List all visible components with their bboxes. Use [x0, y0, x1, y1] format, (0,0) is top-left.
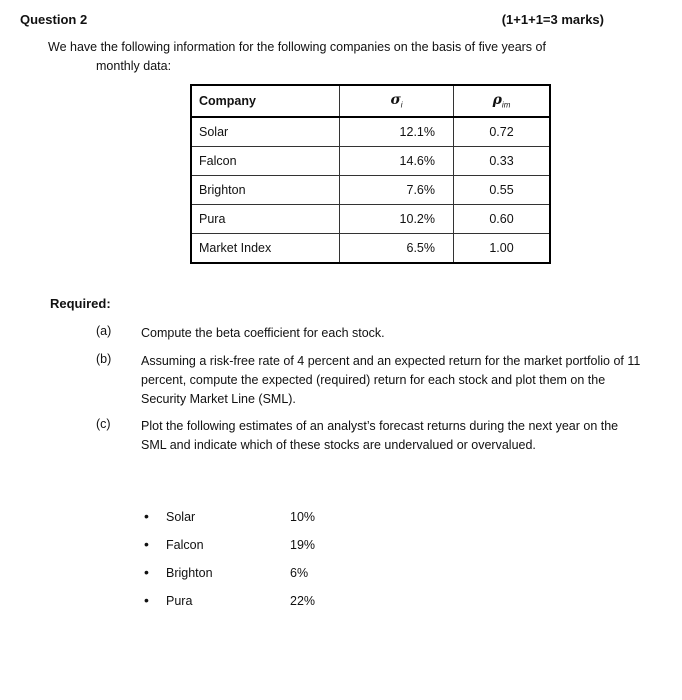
cell-company: Solar	[191, 117, 340, 147]
forecast-name: Solar	[166, 510, 196, 524]
table-row	[191, 205, 550, 234]
part-c-label: (c)	[96, 417, 111, 431]
cell-rho: 0.55	[454, 176, 551, 205]
forecast-value: 10%	[290, 510, 316, 524]
forecast-name: Falcon	[166, 538, 204, 552]
rho-symbol: ρ	[492, 92, 502, 109]
sigma-subscript: i	[400, 100, 403, 110]
table-row	[191, 117, 550, 147]
table-row	[191, 176, 550, 205]
forecast-value: 6%	[290, 566, 309, 580]
forecast-value: 19%	[290, 538, 316, 552]
part-b-text: Assuming a risk-free rate of 4 percent and an expected return for the market portfolio of 11 percent, compute the expected (required) return for each stock and plot them on the Security Market Line (SML).	[141, 354, 641, 406]
bullet-icon: •	[144, 536, 149, 552]
cell-sigma: 6.5%	[340, 234, 454, 264]
table-row	[191, 147, 550, 176]
company-data-table	[190, 84, 551, 264]
part-a-text: Compute the beta coefficient for each stock.	[141, 326, 385, 340]
cell-rho: 1.00	[454, 234, 551, 264]
part-a-label: (a)	[96, 324, 112, 338]
forecast-name: Brighton	[166, 566, 213, 580]
cell-sigma: 10.2%	[340, 205, 454, 234]
question-marks: (1+1+1=3 marks)	[501, 12, 604, 27]
intro-line-2: monthly data:	[96, 59, 172, 73]
cell-rho: 0.72	[454, 117, 551, 147]
cell-company: Pura	[191, 205, 340, 234]
rho-subscript: im	[501, 100, 511, 110]
header-sigma	[340, 85, 454, 117]
cell-sigma: 7.6%	[340, 176, 454, 205]
bullet-icon: •	[144, 508, 149, 524]
forecast-value: 22%	[290, 594, 316, 608]
bullet-icon: •	[144, 592, 149, 608]
cell-sigma: 14.6%	[340, 147, 454, 176]
cell-sigma: 12.1%	[340, 117, 454, 147]
forecast-name: Pura	[166, 594, 193, 608]
cell-company: Brighton	[191, 176, 340, 205]
sigma-symbol: σ	[390, 92, 401, 109]
header-company: Company	[191, 85, 340, 117]
part-c-text: Plot the following estimates of an analyst’s forecast returns during the next year on the SML and indicate which of these stocks are undervalued or overvalued.	[141, 419, 619, 452]
table-header-row	[191, 85, 550, 117]
part-b-label: (b)	[96, 352, 112, 366]
cell-rho: 0.60	[454, 205, 551, 234]
question-title: Question 2	[20, 12, 88, 27]
cell-company: Falcon	[191, 147, 340, 176]
cell-company: Market Index	[191, 234, 340, 264]
required-heading: Required:	[50, 296, 111, 311]
cell-rho: 0.33	[454, 147, 551, 176]
table-row	[191, 234, 550, 264]
bullet-icon: •	[144, 564, 149, 580]
intro-line-1: We have the following information for the following companies on the basis of five years of	[48, 40, 546, 54]
header-rho	[454, 85, 551, 117]
